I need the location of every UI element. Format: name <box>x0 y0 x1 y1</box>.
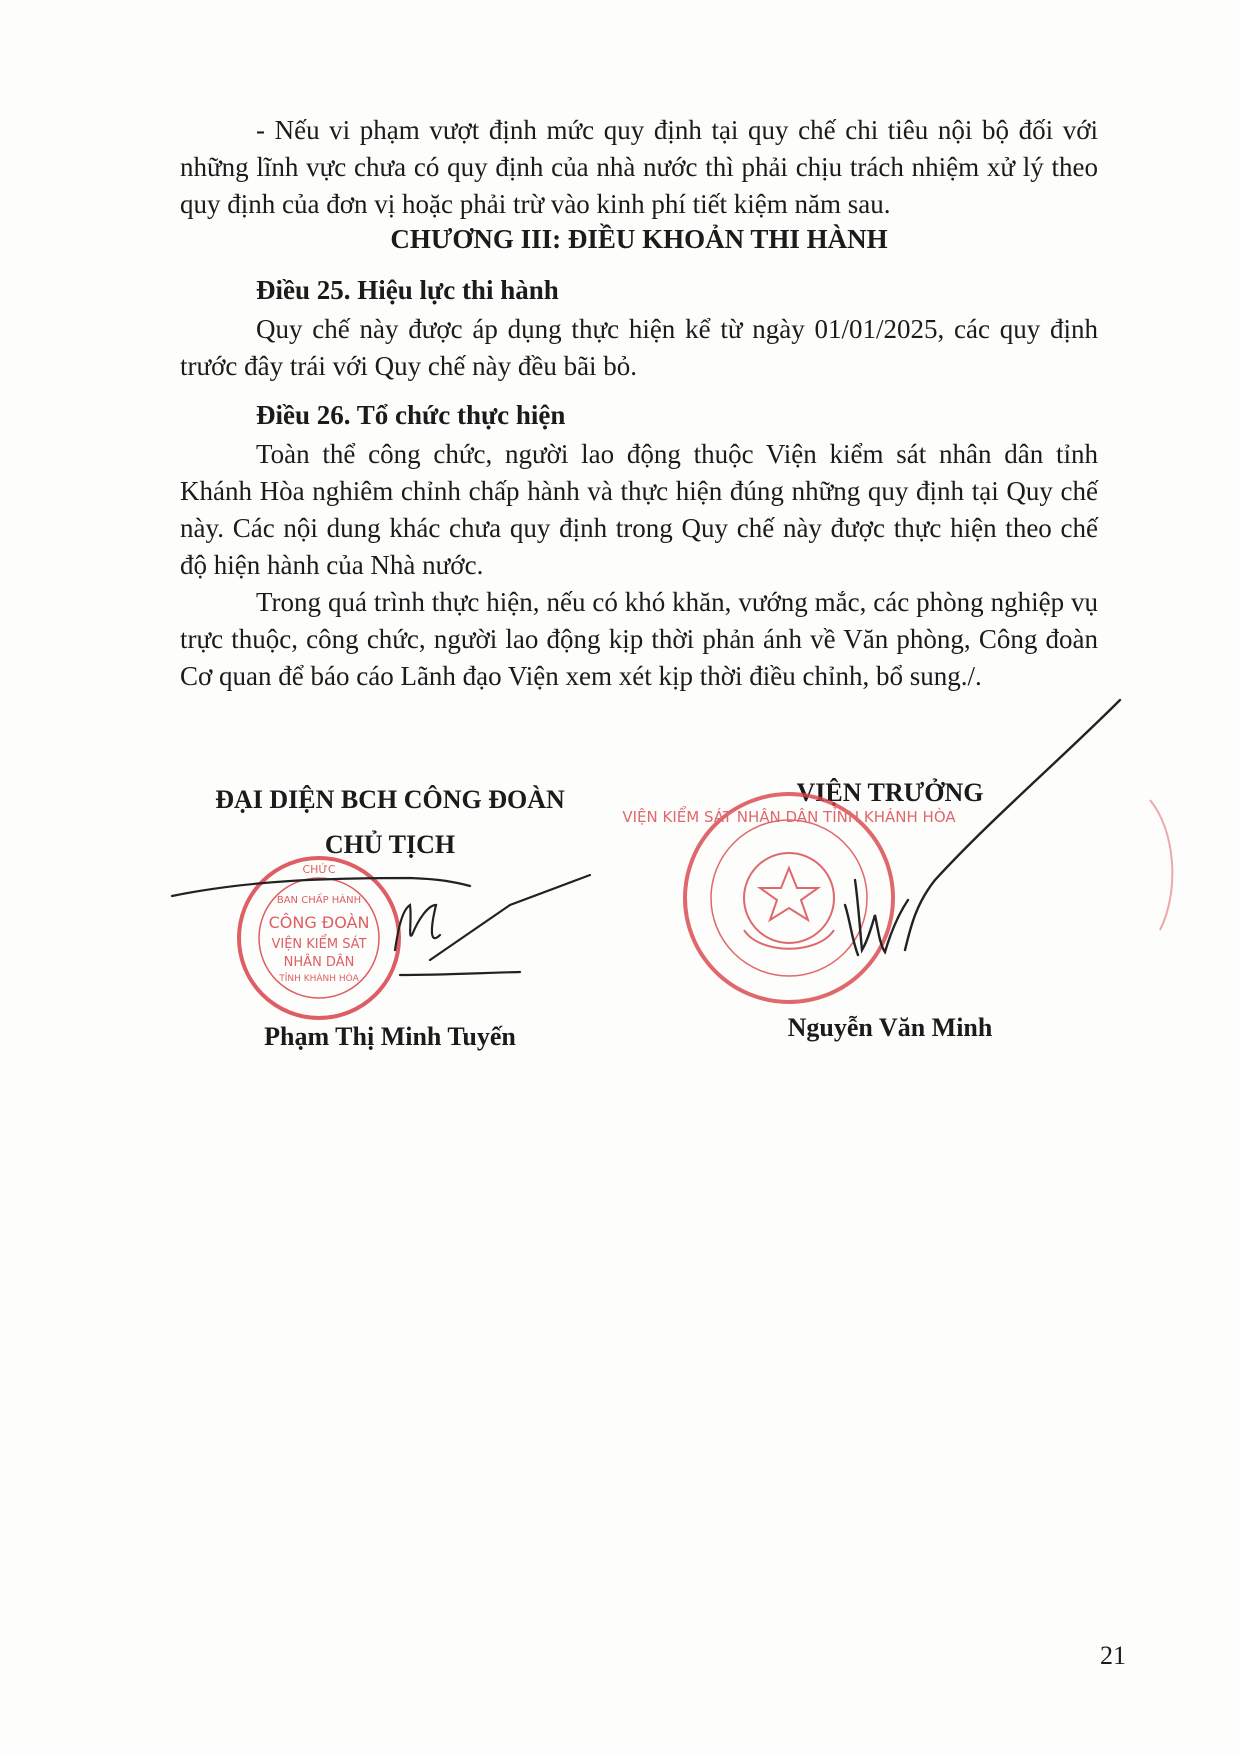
left-signer-title: ĐẠI DIỆN BCH CÔNG ĐOÀN <box>215 785 565 814</box>
left-signer-role: CHỦ TỊCH <box>324 830 456 859</box>
margin-stamp-remnant <box>1150 800 1172 930</box>
right-signer-title: VIỆN TRƯỞNG <box>796 778 984 807</box>
union-stamp-line-3: VIỆN KIỂM SÁT <box>271 937 367 952</box>
star-icon <box>760 868 818 920</box>
right-signature <box>845 700 1120 955</box>
left-signer-name: Phạm Thị Minh Tuyến <box>264 1022 516 1051</box>
right-signer-name: Nguyễn Văn Minh <box>787 1013 993 1042</box>
page-number: 21 <box>1100 1641 1126 1670</box>
paragraph-violation-text: - Nếu vi phạm vượt định mức quy định tại quy chế chi tiêu nội bộ đối với những lĩnh vực chưa có quy định của nhà nước thì phải chịu trách nhiệm xử lý theo quy định của đơn vị hoặc phải trừ vào kinh phí tiết kiệm năm sau. <box>180 115 1098 219</box>
article-26-text-2: Trong quá trình thực hiện, nếu có khó khăn, vướng mắc, các phòng nghiệp vụ trực thuộc, công chức, người lao động kịp thời phản ánh về Văn phòng, Công đoàn Cơ quan để báo cáo Lãnh đạo Viện xem xét kịp thời điều chỉnh, bổ sung./. <box>180 587 1098 691</box>
procuracy-stamp-arc: VIỆN KIỂM SÁT NHÂN DÂN TỈNH KHÁNH HÒA <box>622 808 956 826</box>
chapter-heading: CHƯƠNG III: ĐIỀU KHOẢN THI HÀNH <box>390 224 888 254</box>
union-stamp-line-1: BAN CHẤP HÀNH <box>276 895 362 906</box>
union-stamp-line-5: TỈNH KHÁNH HÒA <box>279 974 359 984</box>
article-26-title: Điều 26. Tổ chức thực hiện <box>256 400 566 430</box>
union-stamp-top-arc: CHỨC <box>302 863 336 876</box>
article-25-text: Quy chế này được áp dụng thực hiện kể từ ngày 01/01/2025, các quy định trước đây trái với Quy chế này đều bãi bỏ. <box>180 314 1098 381</box>
article-25-title: Điều 25. Hiệu lực thi hành <box>256 275 559 305</box>
union-stamp-line-2: CÔNG ĐOÀN <box>268 913 370 932</box>
procuracy-stamp <box>622 794 956 1002</box>
article-26-text-1: Toàn thể công chức, người lao động thuộc Viện kiểm sát nhân dân tỉnh Khánh Hòa nghiêm chỉnh chấp hành và thực hiện đúng những quy định tại Quy chế này. Các nội dung khác chưa quy định trong Quy chế này được thực hiện theo chế độ hiện hành của Nhà nước. <box>180 439 1098 580</box>
union-stamp-line-4: NHÂN DÂN <box>283 955 355 970</box>
